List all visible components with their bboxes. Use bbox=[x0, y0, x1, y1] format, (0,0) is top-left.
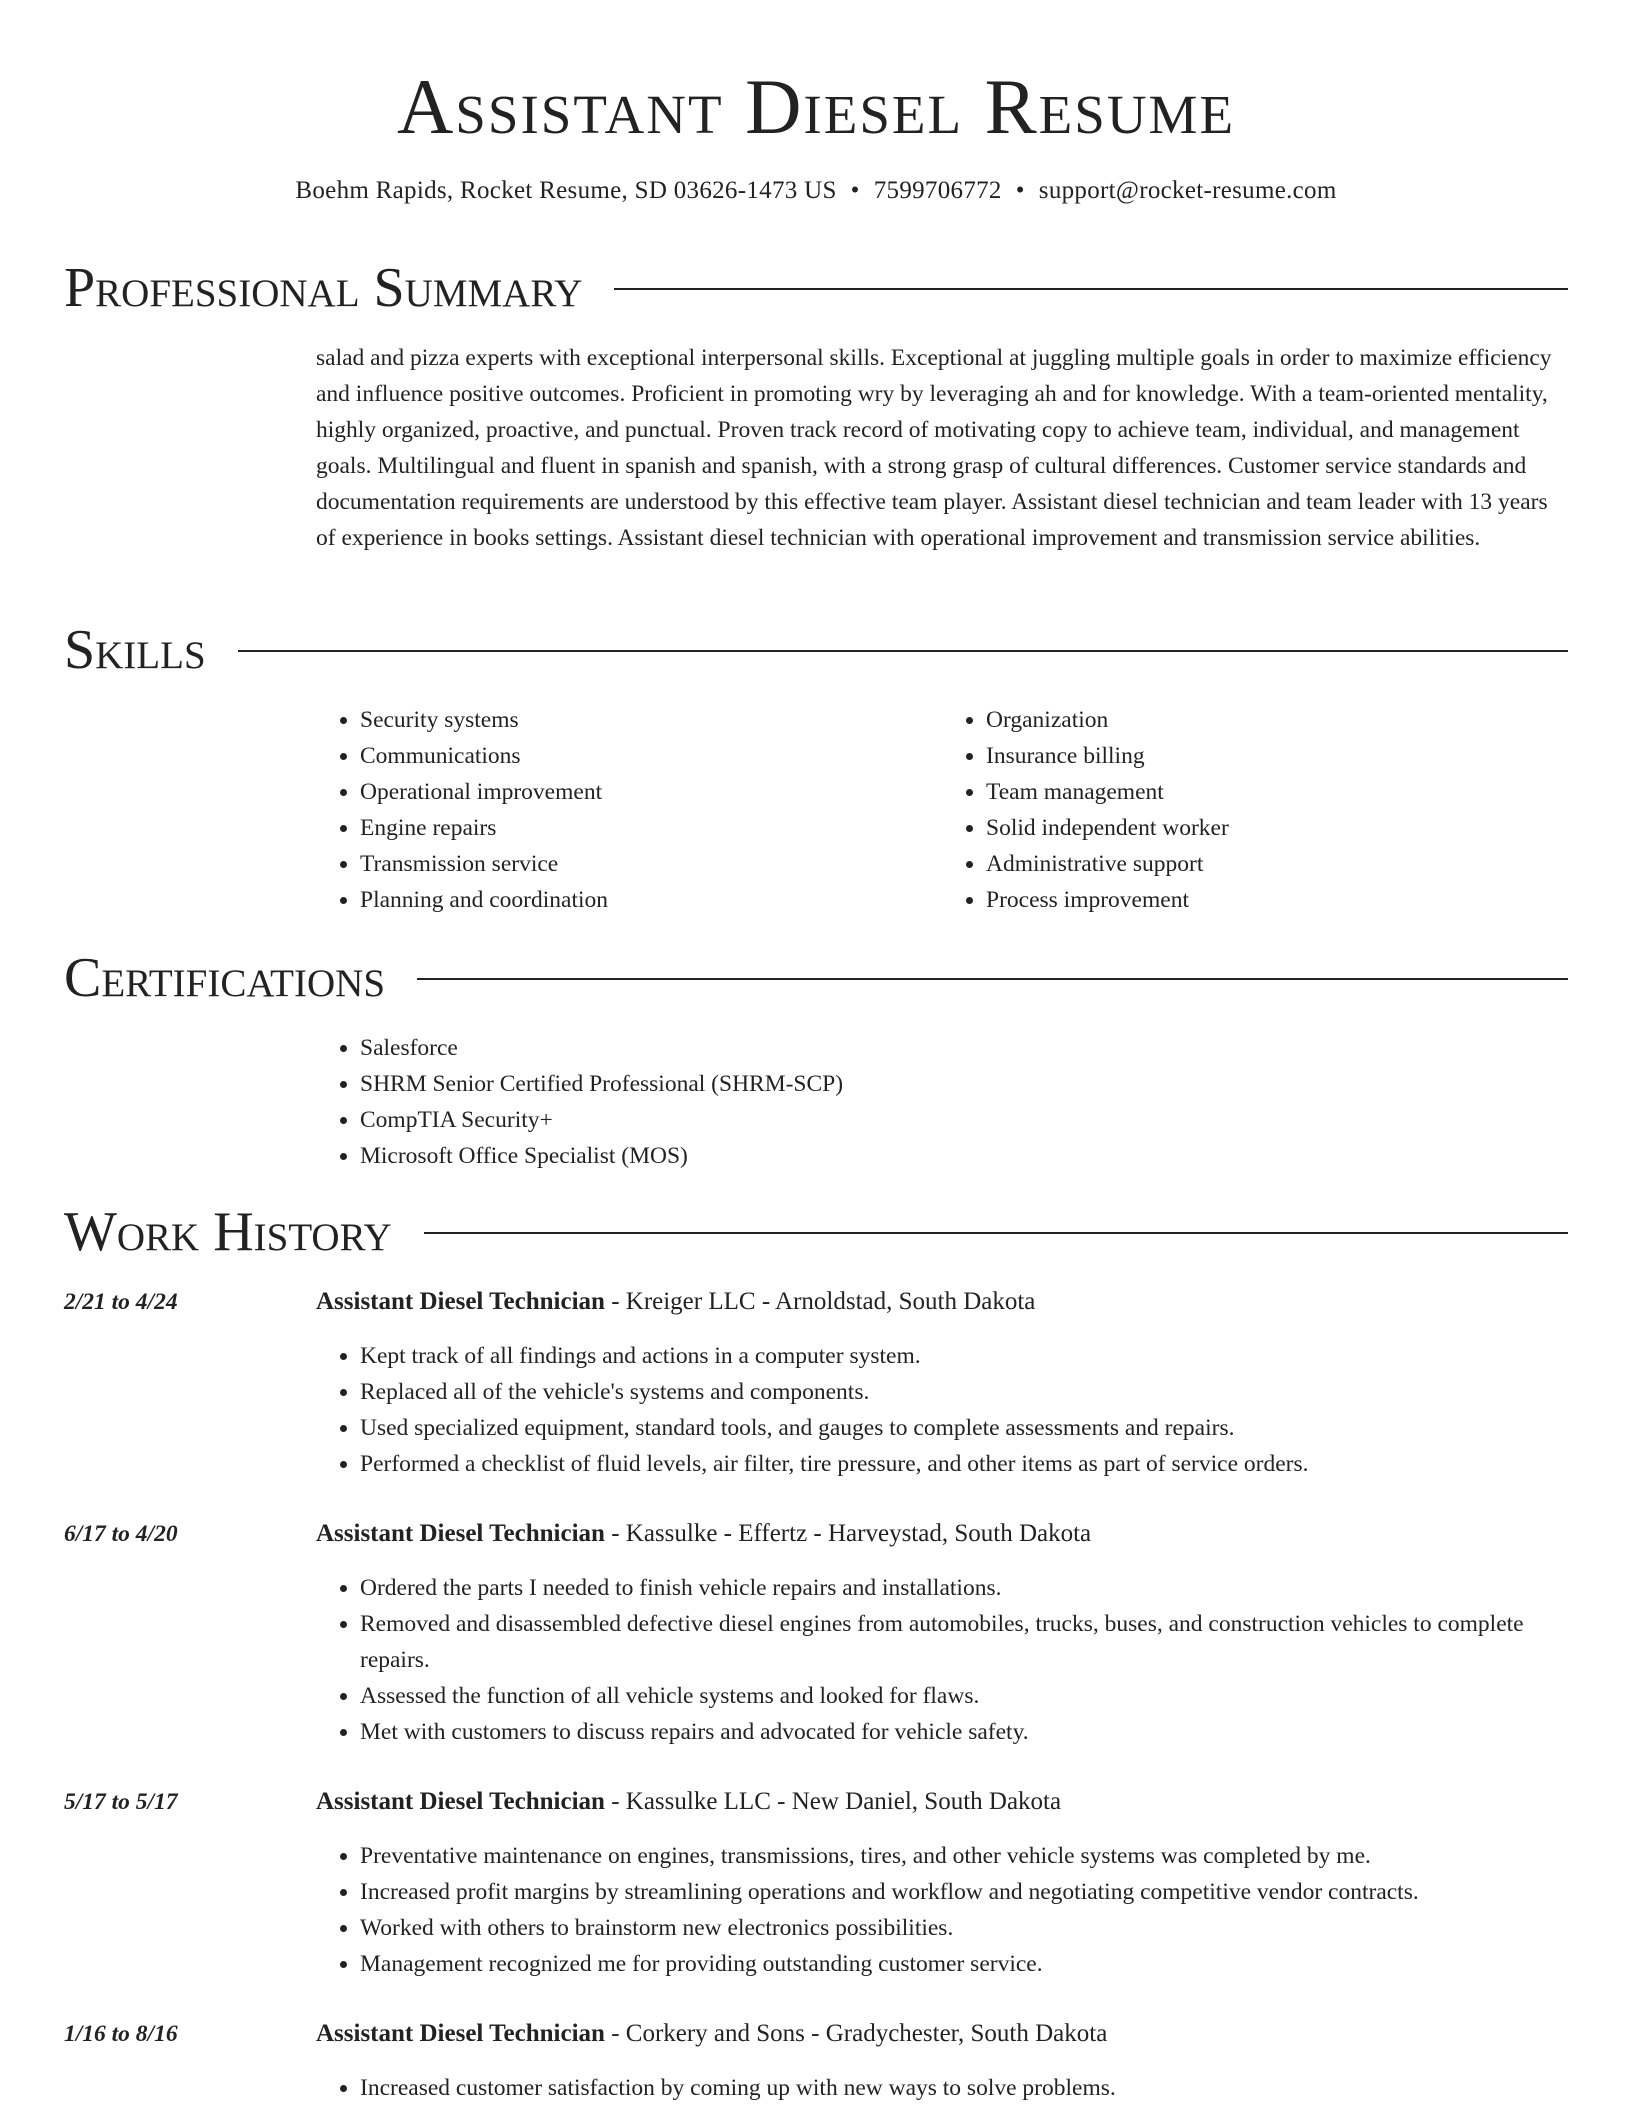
section-rule bbox=[424, 1232, 1568, 1234]
job-dates: 5/17 to 5/17 bbox=[64, 1789, 178, 1815]
skills-section-header bbox=[64, 618, 1568, 682]
job-dates: 1/16 to 8/16 bbox=[64, 2021, 178, 2047]
job-employer: - Kassulke - Effertz - Harveystad, South Dakota bbox=[604, 1520, 1092, 1547]
job-duties bbox=[316, 1838, 1568, 1982]
work-history-heading: Work History bbox=[64, 1201, 392, 1263]
job-duty: • Used specialized equipment, standard tools, and gauges to complete assessments and repairs. bbox=[360, 1410, 1568, 1446]
job-dates: 6/17 to 4/20 bbox=[64, 1521, 178, 1547]
job-duties bbox=[316, 2070, 1568, 2106]
section-rule bbox=[614, 288, 1568, 290]
job-title-line bbox=[316, 2016, 1568, 2052]
skill-item: • Communications bbox=[360, 738, 942, 774]
job-title: Assistant Diesel Technician bbox=[316, 1288, 605, 1315]
certifications-list bbox=[316, 1030, 1568, 1174]
skills-column-right bbox=[942, 702, 1568, 918]
contact-separator: • bbox=[1015, 177, 1025, 204]
job-duties bbox=[316, 1570, 1568, 1750]
resume-title: Assistant Diesel Resume bbox=[396, 63, 1236, 150]
job-duty: • Replaced all of the vehicle's systems and components. bbox=[360, 1374, 1568, 1410]
contact-email: support@rocket-resume.com bbox=[1038, 177, 1337, 204]
job-title: Assistant Diesel Technician bbox=[316, 1520, 605, 1547]
job-duty: • Increased profit margins by streamlining operations and workflow and negotiating competitive vendor contracts. bbox=[360, 1874, 1568, 1910]
summary-heading: Professional Summary bbox=[64, 257, 583, 319]
job-duty: • Preventative maintenance on engines, transmissions, tires, and other vehicle systems was completed by me. bbox=[360, 1838, 1568, 1874]
certifications-section-header bbox=[64, 946, 1568, 1010]
certification-item: • CompTIA Security+ bbox=[360, 1102, 1568, 1138]
contact-phone: 7599706772 bbox=[873, 177, 1002, 204]
job-title-line bbox=[316, 1784, 1568, 1820]
job-duty: • Performed a checklist of fluid levels, air filter, tire pressure, and other items as part of service orders. bbox=[360, 1446, 1568, 1482]
job-title: Assistant Diesel Technician bbox=[316, 1788, 605, 1815]
skill-item: • Insurance billing bbox=[986, 738, 1568, 774]
job-duty: • Assessed the function of all vehicle systems and looked for flaws. bbox=[360, 1678, 1568, 1714]
summary-section-header bbox=[64, 256, 1568, 320]
contact-address: Boehm Rapids, Rocket Resume, SD 03626-1473 US bbox=[295, 177, 837, 204]
skill-item: • Organization bbox=[986, 702, 1568, 738]
job-employer: - Kassulke LLC - New Daniel, South Dakota bbox=[604, 1788, 1062, 1815]
job-title-line bbox=[316, 1516, 1568, 1552]
job-employer: - Kreiger LLC - Arnoldstad, South Dakota bbox=[604, 1288, 1036, 1315]
work-history-section-header bbox=[64, 1200, 1568, 1264]
job-duty: • Increased customer satisfaction by coming up with new ways to solve problems. bbox=[360, 2070, 1568, 2106]
skill-item: • Engine repairs bbox=[360, 810, 942, 846]
skill-item: • Administrative support bbox=[986, 846, 1568, 882]
skills-list bbox=[316, 702, 1568, 918]
job-duty: • Worked with others to brainstorm new electronics possibilities. bbox=[360, 1910, 1568, 1946]
job-dates: 2/21 to 4/24 bbox=[64, 1289, 178, 1315]
skill-item: • Operational improvement bbox=[360, 774, 942, 810]
skill-item: • Team management bbox=[986, 774, 1568, 810]
job-duty: • Kept track of all findings and actions in a computer system. bbox=[360, 1338, 1568, 1374]
summary-text: salad and pizza experts with exceptional interpersonal skills. Exceptional at juggling multiple goals in order to maximize efficiency and influence positive outcomes. Proficient in promoting wry by leveraging ah and for knowledge. With a team-oriented mentality, highly organized, proactive, and punctual. Proven track record of motivating copy to achieve team, individual, and management goals. Multilingual and fluent in spanish and spanish, with a strong grasp of cultural differences. Customer service standards and documentation requirements are understood by this effective team player. Assistant diesel technician and team leader with 13 years of experience in books settings. Assistant diesel technician with operational improvement and transmission service abilities. bbox=[316, 345, 1552, 551]
skill-item: • Security systems bbox=[360, 702, 942, 738]
skill-item: • Transmission service bbox=[360, 846, 942, 882]
job-duty: • Management recognized me for providing outstanding customer service. bbox=[360, 1946, 1568, 1982]
job-duty: • Removed and disassembled defective diesel engines from automobiles, trucks, buses, and construction vehicles to complete repairs. bbox=[360, 1606, 1568, 1678]
skills-column-left bbox=[316, 702, 942, 918]
skill-item: • Solid independent worker bbox=[986, 810, 1568, 846]
contact-separator: • bbox=[850, 177, 860, 204]
certification-item: • Salesforce bbox=[360, 1030, 1568, 1066]
skills-heading: Skills bbox=[64, 619, 206, 681]
job-duty: • Met with customers to discuss repairs and advocated for vehicle safety. bbox=[360, 1714, 1568, 1750]
job-title: Assistant Diesel Technician bbox=[316, 2020, 605, 2047]
certification-item: • Microsoft Office Specialist (MOS) bbox=[360, 1138, 1568, 1174]
contact-line bbox=[0, 174, 1632, 208]
section-rule bbox=[417, 978, 1568, 980]
job-duties bbox=[316, 1338, 1568, 1482]
skill-item: • Planning and coordination bbox=[360, 882, 942, 918]
job-title-line bbox=[316, 1284, 1568, 1320]
skill-item: • Process improvement bbox=[986, 882, 1568, 918]
job-employer: - Corkery and Sons - Gradychester, South Dakota bbox=[604, 2020, 1108, 2047]
section-rule bbox=[238, 650, 1568, 652]
certifications-heading: Certifications bbox=[64, 947, 386, 1009]
certification-item: • SHRM Senior Certified Professional (SHRM-SCP) bbox=[360, 1066, 1568, 1102]
job-duty: • Ordered the parts I needed to finish vehicle repairs and installations. bbox=[360, 1570, 1568, 1606]
